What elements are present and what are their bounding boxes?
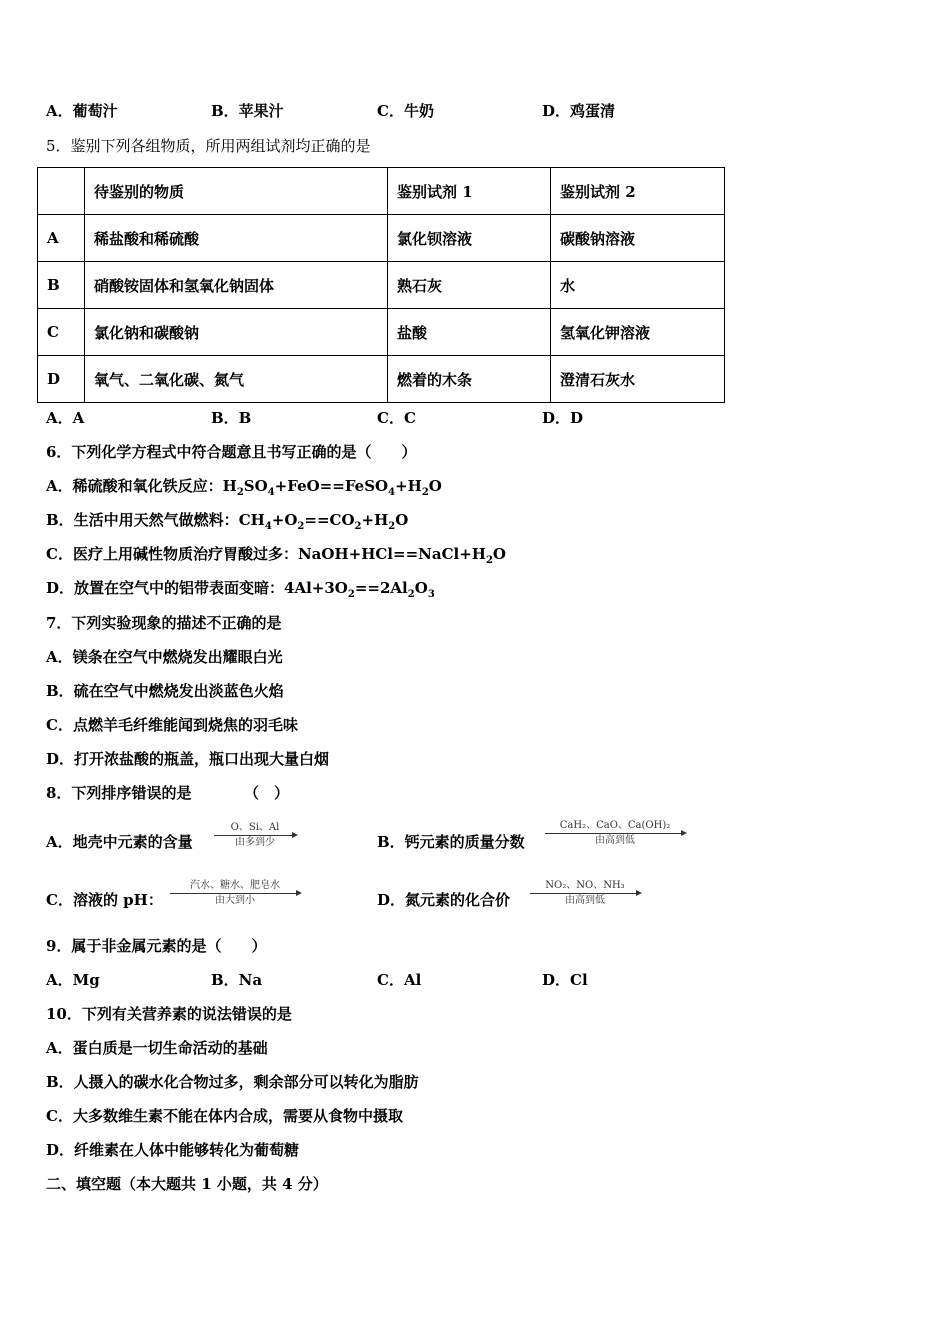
q8-b-sequence: CaH₂、CaO、Ca(OH)₂ xyxy=(559,820,671,831)
q8-a-order: 由多到少 xyxy=(235,837,275,848)
q6-option-b-label: B．生活中用天然气做燃料： xyxy=(46,511,239,529)
table-cell: 氢氧化钾溶液 xyxy=(551,309,725,356)
q6-option-a-label: A．稀硫酸和氧化铁反应： xyxy=(46,477,223,495)
table-cell: D xyxy=(38,356,85,403)
q8-option-a-arrow xyxy=(214,822,296,849)
q8-option-b-label: B．钙元素的质量分数 xyxy=(377,833,525,851)
q6-option-b: B．生活中用天然气做燃料：$CH_4+O_2==CO_2+H_2O$ xyxy=(46,511,409,532)
arrow-icon xyxy=(214,835,296,836)
q5-option-a: A．A xyxy=(46,409,85,427)
q6-option-c: C．医疗上用碱性物质治疗胃酸过多：$NaOH+HCl==NaCl+H_2O$ xyxy=(46,545,506,566)
table-header-cell: 鉴别试剂 1 xyxy=(388,168,551,215)
q8-d-order: 由高到低 xyxy=(565,895,605,906)
table-cell: 氯化钠和碳酸钠 xyxy=(85,309,388,356)
arrow-icon xyxy=(170,893,300,894)
q10-option-a: A．蛋白质是一切生命活动的基础 xyxy=(46,1039,268,1057)
q6-option-a: A．稀硫酸和氧化铁反应：$H_2SO_4+FeO==FeSO_4+H_2O$ xyxy=(46,477,442,498)
q8-option-d-label: D．氮元素的化合价 xyxy=(377,891,511,909)
table-cell: 澄清石灰水 xyxy=(551,356,725,403)
table-header-cell xyxy=(38,168,85,215)
table-cell: 氯化钡溶液 xyxy=(388,215,551,262)
table-row xyxy=(38,309,725,356)
table-header-cell: 鉴别试剂 2 xyxy=(551,168,725,215)
q5-option-b: B．B xyxy=(211,409,252,427)
q8-option-a-label: A．地壳中元素的含量 xyxy=(46,833,193,851)
q5-option-d: D．D xyxy=(542,409,584,427)
q6-option-d-label: D．放置在空气中的铝带表面变暗： xyxy=(46,579,285,597)
q5-option-c: C．C xyxy=(377,409,416,427)
table-cell: 燃着的木条 xyxy=(388,356,551,403)
table-header-row xyxy=(38,168,725,215)
q8-c-order: 由大到小 xyxy=(215,895,255,906)
q6-stem: 6．下列化学方程式中符合题意且书写正确的是（ ） xyxy=(46,443,417,461)
table-header-cell: 待鉴别的物质 xyxy=(85,168,388,215)
q8-c-sequence: 汽水、糖水、肥皂水 xyxy=(190,880,280,891)
arrow-icon xyxy=(545,833,685,834)
q6-option-c-label: C．医疗上用碱性物质治疗胃酸过多： xyxy=(46,545,298,563)
section-heading: 二、填空题（本大题共 1 小题，共 4 分） xyxy=(46,1175,328,1193)
q10-stem: 10．下列有关营养素的说法错误的是 xyxy=(46,1005,292,1023)
q9-stem: 9．属于非金属元素的是（ ） xyxy=(46,937,267,955)
q9-option-d: D．Cl xyxy=(542,971,588,989)
table-cell: A xyxy=(38,215,85,262)
q10-option-b: B．人摄入的碳水化合物过多，剩余部分可以转化为脂肪 xyxy=(46,1073,419,1091)
table-row xyxy=(38,215,725,262)
q4-option-d: D．鸡蛋清 xyxy=(542,102,616,120)
q8-option-c-label: C．溶液的 pH： xyxy=(46,891,163,909)
q7-option-c: C．点燃羊毛纤维能闻到烧焦的羽毛味 xyxy=(46,716,298,734)
q10-option-d: D．纤维素在人体中能够转化为葡萄糖 xyxy=(46,1141,300,1159)
q9-option-a: A．Mg xyxy=(46,971,100,989)
q8-b-order: 由高到低 xyxy=(595,835,635,846)
table-cell: 硝酸铵固体和氢氧化钠固体 xyxy=(85,262,388,309)
q8-option-d-arrow xyxy=(530,880,640,907)
table-cell: C xyxy=(38,309,85,356)
table-row xyxy=(38,356,725,403)
table-cell: 水 xyxy=(551,262,725,309)
table-cell: 熟石灰 xyxy=(388,262,551,309)
q10-option-c: C．大多数维生素不能在体内合成，需要从食物中摄取 xyxy=(46,1107,403,1125)
q7-option-a: A．镁条在空气中燃烧发出耀眼白光 xyxy=(46,648,283,666)
q5-table xyxy=(37,167,725,403)
q7-option-d: D．打开浓盐酸的瓶盖，瓶口出现大量白烟 xyxy=(46,750,330,768)
q8-d-sequence: NO₂、NO、NH₃ xyxy=(545,880,625,891)
arrow-icon xyxy=(530,893,640,894)
q7-option-b: B．硫在空气中燃烧发出淡蓝色火焰 xyxy=(46,682,284,700)
q6-option-d: D．放置在空气中的铝带表面变暗：$4Al+3O_2==2Al_2O_3$ xyxy=(46,579,435,600)
q4-option-b: B．苹果汁 xyxy=(211,102,284,120)
q8-stem: 8．下列排序错误的是 （ ） xyxy=(46,784,289,802)
table-cell: B xyxy=(38,262,85,309)
q9-option-c: C．Al xyxy=(377,971,422,989)
table-cell: 盐酸 xyxy=(388,309,551,356)
q4-option-a: A．葡萄汁 xyxy=(46,102,118,120)
q8-option-b-arrow xyxy=(545,820,685,847)
q4-option-c: C．牛奶 xyxy=(377,102,434,120)
q8-option-c-arrow xyxy=(170,880,300,907)
q7-stem: 7．下列实验现象的描述不正确的是 xyxy=(46,614,282,632)
table-cell: 氧气、二氧化碳、氮气 xyxy=(85,356,388,403)
table-row xyxy=(38,262,725,309)
q8-a-sequence: O、Si、Al xyxy=(230,822,280,833)
table-cell: 稀盐酸和稀硫酸 xyxy=(85,215,388,262)
q9-option-b: B．Na xyxy=(211,971,263,989)
q5-stem: 5．鉴别下列各组物质，所用两组试剂均正确的是 xyxy=(46,137,371,155)
table-cell: 碳酸钠溶液 xyxy=(551,215,725,262)
